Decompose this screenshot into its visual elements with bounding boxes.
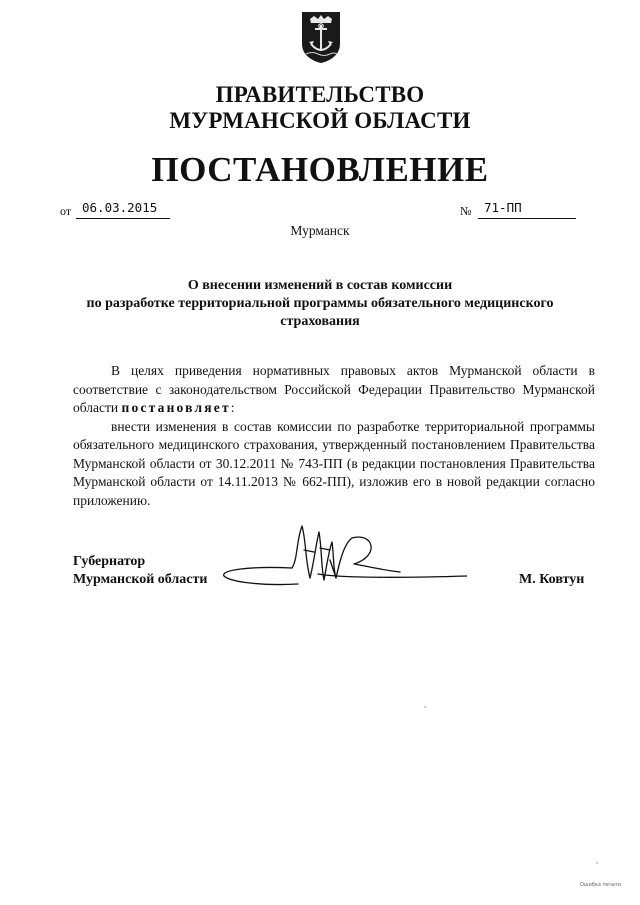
resolution-keyword: постановляет <box>121 400 231 415</box>
signatory-position-line2: Мурманской области <box>73 572 208 587</box>
number-underline <box>478 218 576 219</box>
date-prefix: от <box>60 204 72 218</box>
scan-speck <box>596 862 598 864</box>
number-prefix: № <box>460 204 472 218</box>
signatory-name: М. Ковтун <box>519 572 585 587</box>
document-date: 06.03.2015 <box>82 200 158 215</box>
government-name-line2: МУРМАНСКОЙ ОБЛАСТИ <box>169 108 471 133</box>
preamble-text: В целях приведения нормативных правовых актов Мурманской области в соответствие с законодательством Российской Федерации Правительство Мурманской области <box>73 363 595 415</box>
date-underline <box>76 218 170 219</box>
handwritten-signature-icon <box>222 520 467 600</box>
government-name-line1: ПРАВИТЕЛЬСТВО <box>215 82 425 107</box>
signatory-position-line1: Губернатор <box>73 554 146 569</box>
document-body <box>73 362 595 510</box>
document-city: Мурманск <box>290 223 350 238</box>
document-title-line1: О внесении изменений в состав комиссии <box>187 278 453 293</box>
coat-of-arms-icon <box>300 10 342 64</box>
document-type-heading: ПОСТАНОВЛЕНИЕ <box>151 150 489 189</box>
scanner-stamp: Ошибка печати <box>580 882 622 888</box>
document-number: 71-ПП <box>484 200 522 215</box>
body-paragraph-resolution: внести изменения в состав комиссии по разработке территориальной программы обязательного медицинского страхования, утвержденный постановлением Правительства Мурманской области от 30.12.2011 № 743-ПП (в редакции постановления Правительства Мурманской области от 14.11.2013 № 662-ПП), изложив его в новой редакции согласно приложению. <box>73 418 595 508</box>
scan-speck <box>424 706 426 708</box>
body-paragraph-preamble <box>73 362 595 418</box>
document-title-line3: страхования <box>280 314 360 329</box>
preamble-colon: : <box>230 400 235 415</box>
document-title-line2: по разработке территориальной программы обязательного медицинского <box>86 296 554 311</box>
